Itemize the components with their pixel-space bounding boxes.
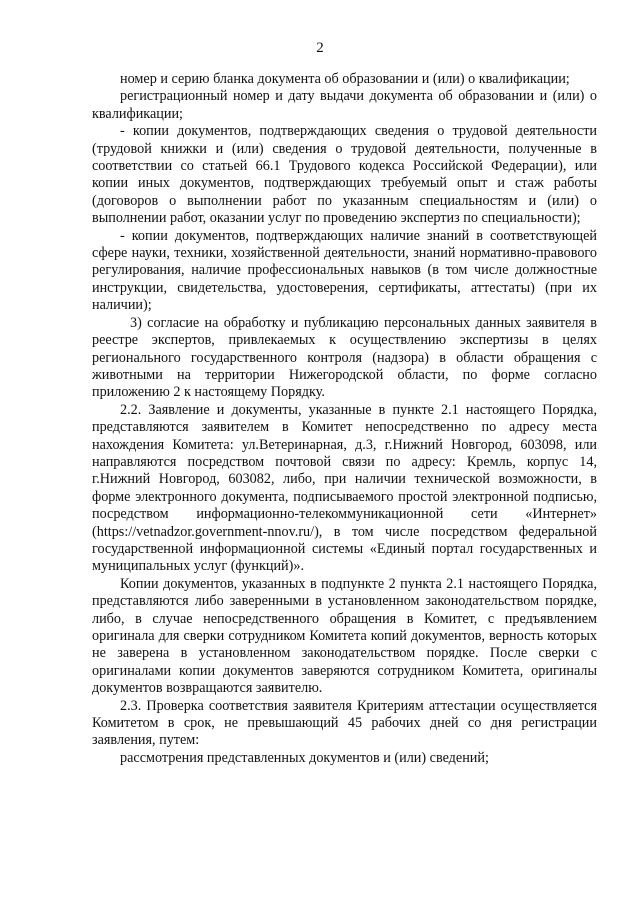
paragraph-copies-of-documents: Копии документов, указанных в подпункте 2 пункта 2.1 настоящего Порядка, представляются либо заверенными в установленном законодательством порядке, либо, в случае непосредственного обращения в Комитет, с предъявлением оригинала для сверки сотрудником Комитета копий документов, верность которых не заверена в установленном законодательством порядке. После сверки с оригиналами копии документов заверяются сотрудником Комитета, оригиналы документов возвращаются заявителю. bbox=[92, 575, 597, 697]
paragraph-knowledge-copies: - копии документов, подтверждающих наличие знаний в соответствующей сфере науки, техники, хозяйственной деятельности, знаний нормативно-правового регулирования, наличие профессиональных навыков (в том числе должностные инструкции, свидетельства, удостоверения, сертификаты, аттестаты) (при их наличии); bbox=[92, 227, 597, 314]
paragraph-2-2: 2.2. Заявление и документы, указанные в пункте 2.1 настоящего Порядка, представляются заявителем в Комитет непосредственно по адресу места нахождения Комитета: ул.Ветеринарная, д.3, г.Нижний Новгород, 603098, или направляются посредством почтовой связи по адресу: Кремль, корпус 14, г.Нижний Новгород, 603082, либо, при наличии технической возможности, в форме электронного документа, подписываемого простой электронной подписью, посредством информационно-телекоммуникационной сети «Интернет» (https://vetnadzor.government-nnov.ru/), в том числе посредством федеральной государственной информационной системы «Единый портал государственных и муниципальных услуг (функций)». bbox=[92, 401, 597, 575]
paragraph-work-experience-copies: - копии документов, подтверждающих сведения о трудовой деятельности (трудовой книжки и (или) сведения о трудовой деятельности, полученные в соответствии со статьей 66.1 Трудового кодекса Российской Федерации), или копии иных документов, подтверждающих требуемый опыт и стаж работы (договоров о выполнении работ по указанным специальностям и (или) о выполнении работ, оказании услуг по проведению экспертиз по специальности); bbox=[92, 123, 597, 227]
paragraph-blank-series: номер и серию бланка документа об образовании и (или) о квалификации; bbox=[120, 71, 570, 87]
document-body bbox=[92, 71, 597, 767]
paragraph-registration-number: регистрационный номер и дату выдачи документа об образовании и (или) о квалификации; bbox=[92, 88, 597, 122]
paragraph-consent: 3) согласие на обработку и публикацию персональных данных заявителя в реестре экспертов, привлекаемых к осуществлению экспертизы в целях регионального государственного контроля (надзора) в области обращения с животными на территории Нижегородской области, по форме согласно приложению 2 к настоящему Порядку. bbox=[92, 314, 597, 401]
page-number: 2 bbox=[316, 40, 324, 56]
paragraph-2-3: 2.3. Проверка соответствия заявителя Критериям аттестации осуществляется Комитетом в срок, не превышающий 45 рабочих дней со дня регистрации заявления, путем: bbox=[92, 697, 597, 749]
paragraph-review-documents: рассмотрения представленных документов и (или) сведений; bbox=[120, 749, 489, 766]
